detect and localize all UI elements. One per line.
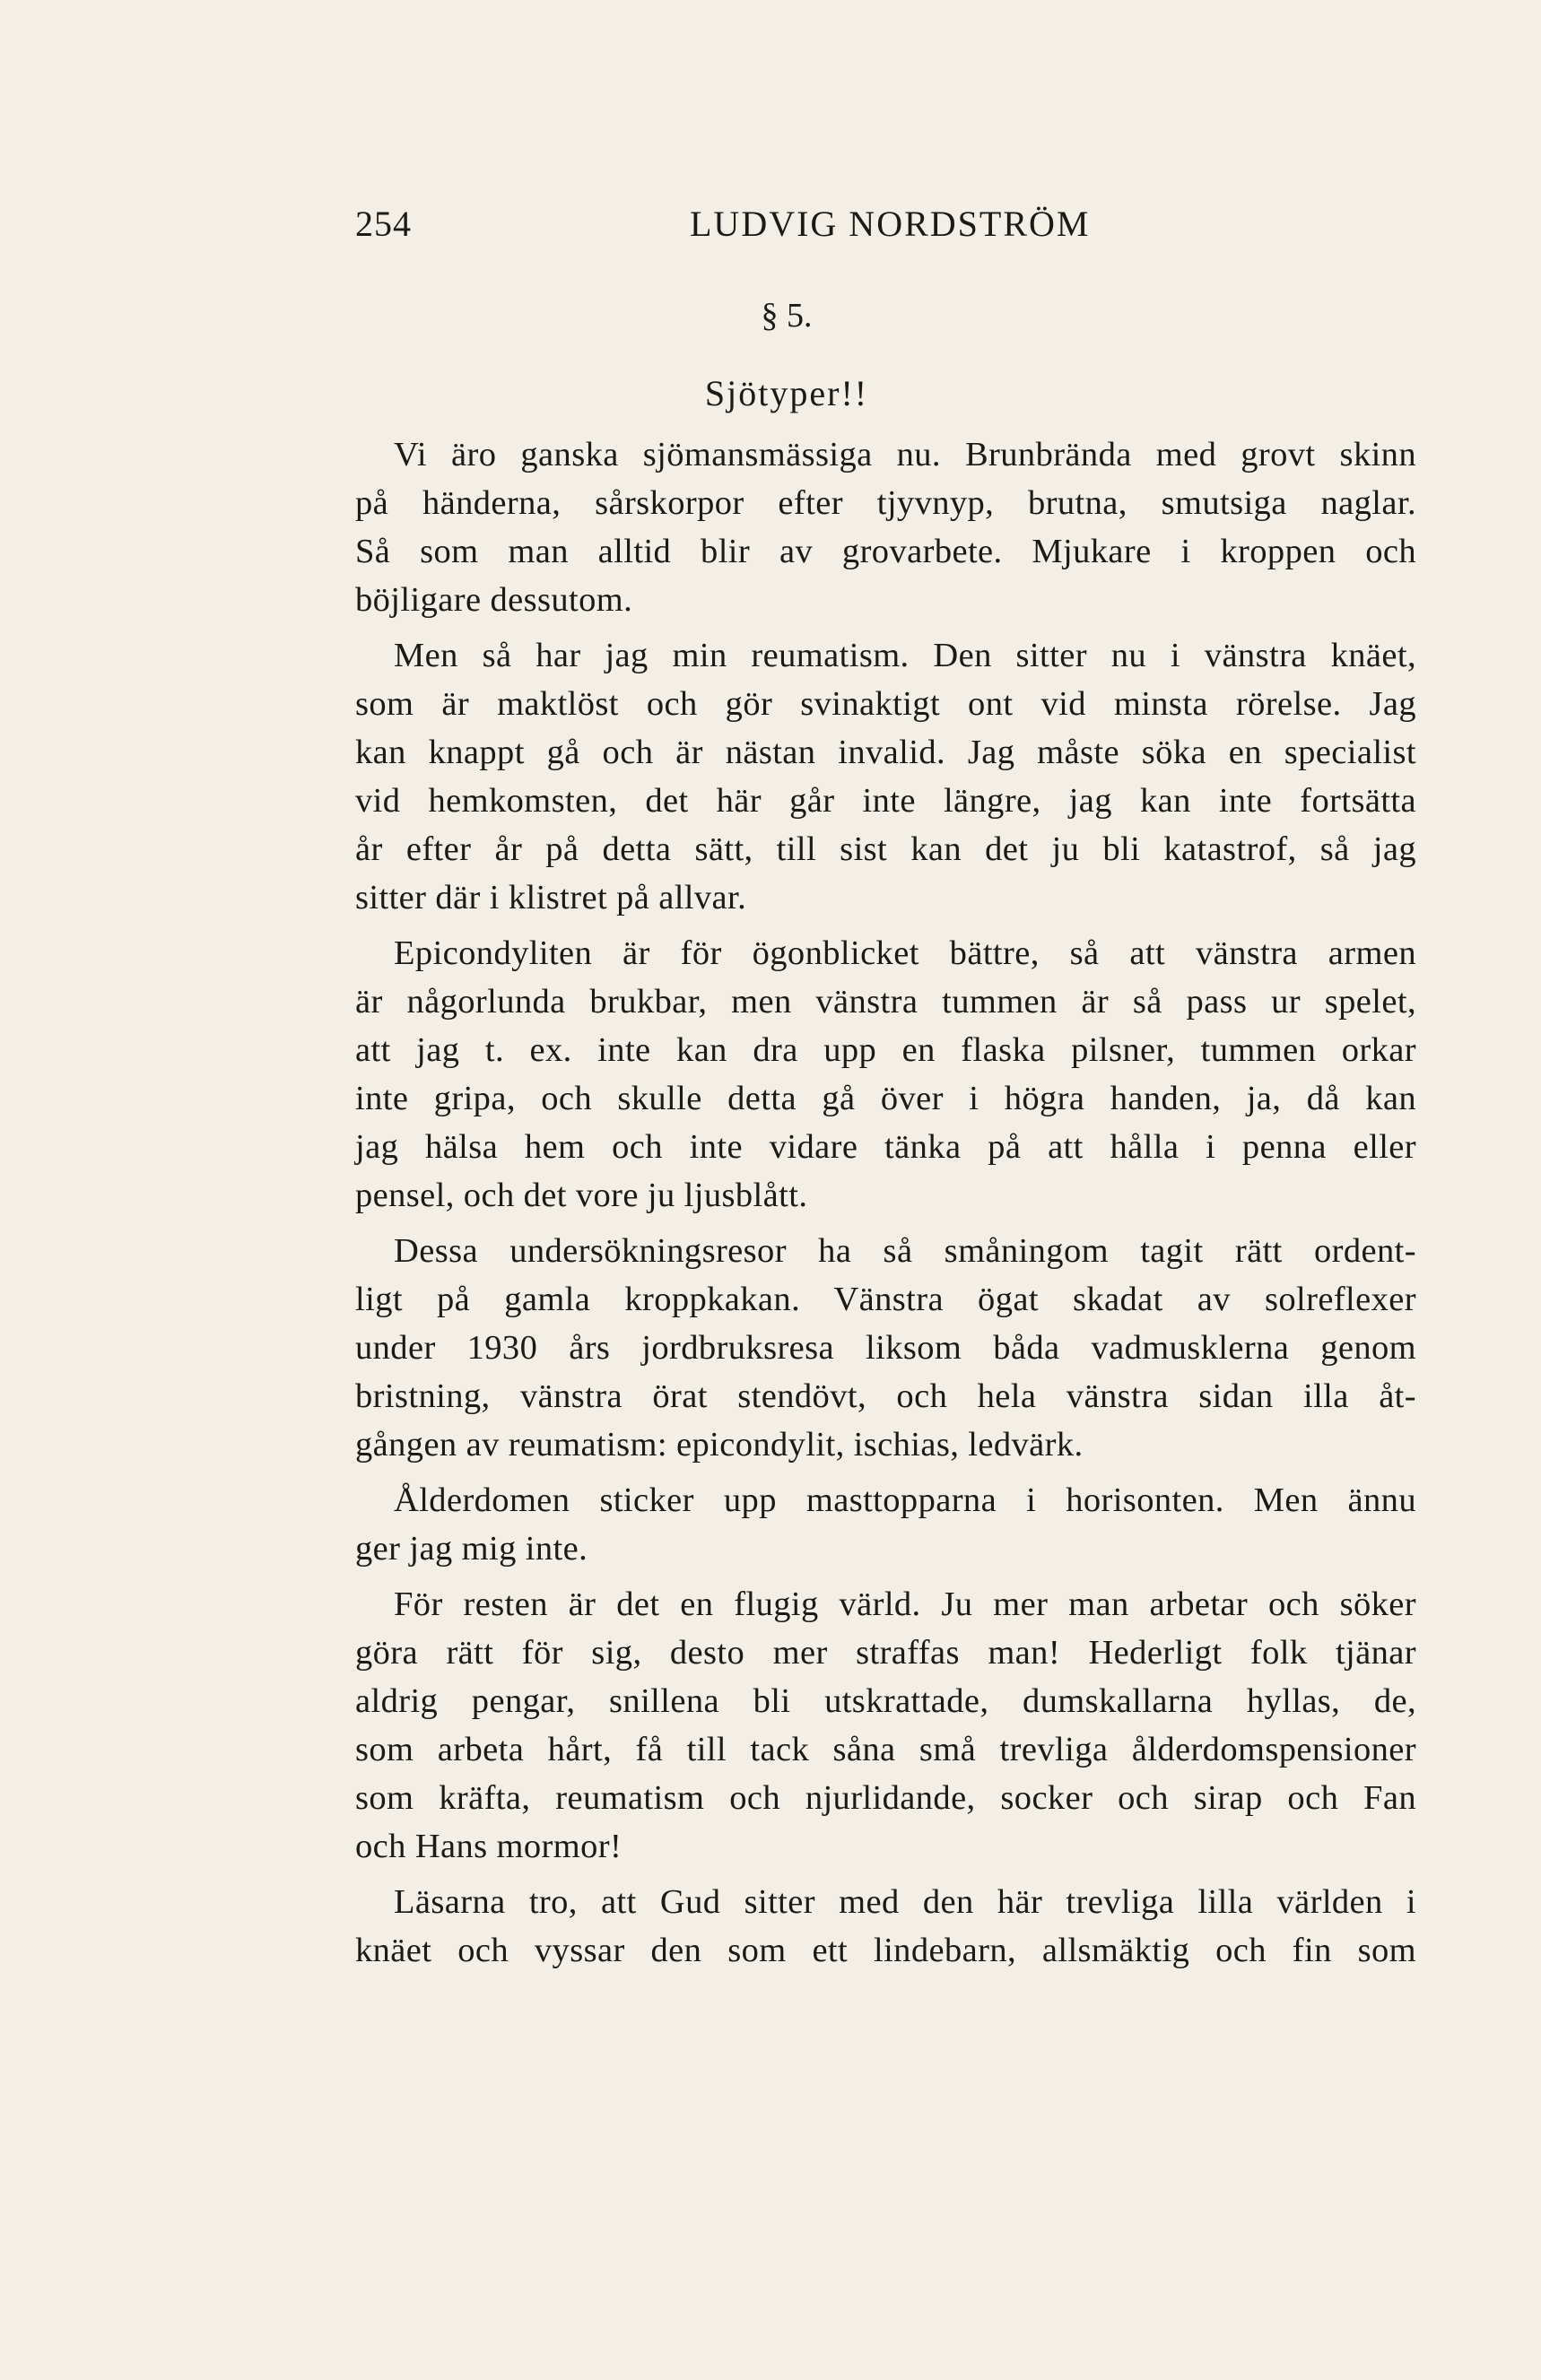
paragraph	[355, 1476, 1416, 1573]
text-line: under 1930 års jordbruksresa liksom båda vadmusklerna genom	[355, 1329, 1416, 1367]
text-line: Så som man alltid blir av grovarbete. Mjukare i kroppen och	[355, 533, 1416, 570]
running-title: LUDVIG NORDSTRÖM	[690, 204, 1091, 244]
text-line: böjligare dessutom.	[355, 581, 633, 619]
text-line: Men så har jag min reumatism. Den sitter nu i vänstra knäet,	[394, 637, 1416, 674]
text-line: Vi äro ganska sjömansmässiga nu. Brunbrända med grovt skinn	[394, 436, 1416, 473]
text-line: på händerna, sårskorpor efter tjyvnyp, brutna, smutsiga naglar.	[355, 484, 1416, 522]
paragraph	[355, 430, 1416, 624]
page-number: 254	[355, 204, 412, 244]
text-line: ligt på gamla kroppkakan. Vänstra ögat skadat av solreflexer	[355, 1281, 1416, 1318]
section-number: § 5.	[761, 297, 813, 334]
paragraph	[355, 1878, 1416, 1975]
text-line: kan knappt gå och är nästan invalid. Jag måste söka en specialist	[355, 734, 1416, 771]
text-line: aldrig pengar, snillena bli utskrattade, dumskallarna hyllas, de,	[355, 1682, 1416, 1720]
running-head	[355, 199, 1416, 249]
body-text	[355, 430, 1416, 1975]
paragraph	[355, 1227, 1416, 1469]
text-line: Ålderdomen sticker upp masttopparna i horisonten. Men ännu	[394, 1481, 1416, 1519]
text-line: knäet och vyssar den som ett lindebarn, allsmäktig och fin som	[355, 1932, 1416, 1969]
text-line: Epicondyliten är för ögonblicket bättre, så att vänstra armen	[394, 934, 1416, 972]
text-line: är någorlunda brukbar, men vänstra tummen är så pass ur spelet,	[355, 983, 1416, 1021]
paragraph	[355, 1580, 1416, 1871]
text-line: sitter där i klistret på allvar.	[355, 879, 747, 916]
text-line: som arbeta hårt, få till tack såna små trevliga ålderdomspensioner	[355, 1731, 1416, 1768]
paragraph	[355, 631, 1416, 922]
text-line: vid hemkomsten, det här går inte längre, jag kan inte fortsätta	[355, 782, 1416, 820]
paragraph	[355, 929, 1416, 1220]
section-title: Sjötyper!!	[704, 373, 869, 413]
text-line: jag hälsa hem och inte vidare tänka på att hålla i penna eller	[355, 1128, 1416, 1166]
text-line: Dessa undersökningsresor ha så småningom tagit rätt ordent-	[394, 1232, 1416, 1270]
text-line: inte gripa, och skulle detta gå över i högra handen, ja, då kan	[355, 1080, 1416, 1117]
text-line: som kräfta, reumatism och njurlidande, socker och sirap och Fan	[355, 1779, 1416, 1817]
text-line: bristning, vänstra örat stendövt, och hela vänstra sidan illa åt-	[355, 1377, 1416, 1415]
text-line: och Hans mormor!	[355, 1828, 622, 1865]
text-line: år efter år på detta sätt, till sist kan det ju bli katastrof, så jag	[355, 830, 1416, 868]
text-line: pensel, och det vore ju ljusblått.	[355, 1177, 808, 1214]
text-line: För resten är det en flugig värld. Ju mer man arbetar och söker	[394, 1585, 1416, 1623]
text-line: att jag t. ex. inte kan dra upp en flaska pilsner, tummen orkar	[355, 1031, 1416, 1069]
text-line: Läsarna tro, att Gud sitter med den här trevliga lilla världen i	[394, 1883, 1416, 1921]
text-line: ger jag mig inte.	[355, 1530, 588, 1568]
text-line: gången av reumatism: epicondylit, ischias, ledvärk.	[355, 1426, 1084, 1464]
text-line: göra rätt för sig, desto mer straffas man! Hederligt folk tjänar	[355, 1634, 1416, 1672]
text-line: som är maktlöst och gör svinaktigt ont vid minsta rörelse. Jag	[355, 685, 1416, 723]
